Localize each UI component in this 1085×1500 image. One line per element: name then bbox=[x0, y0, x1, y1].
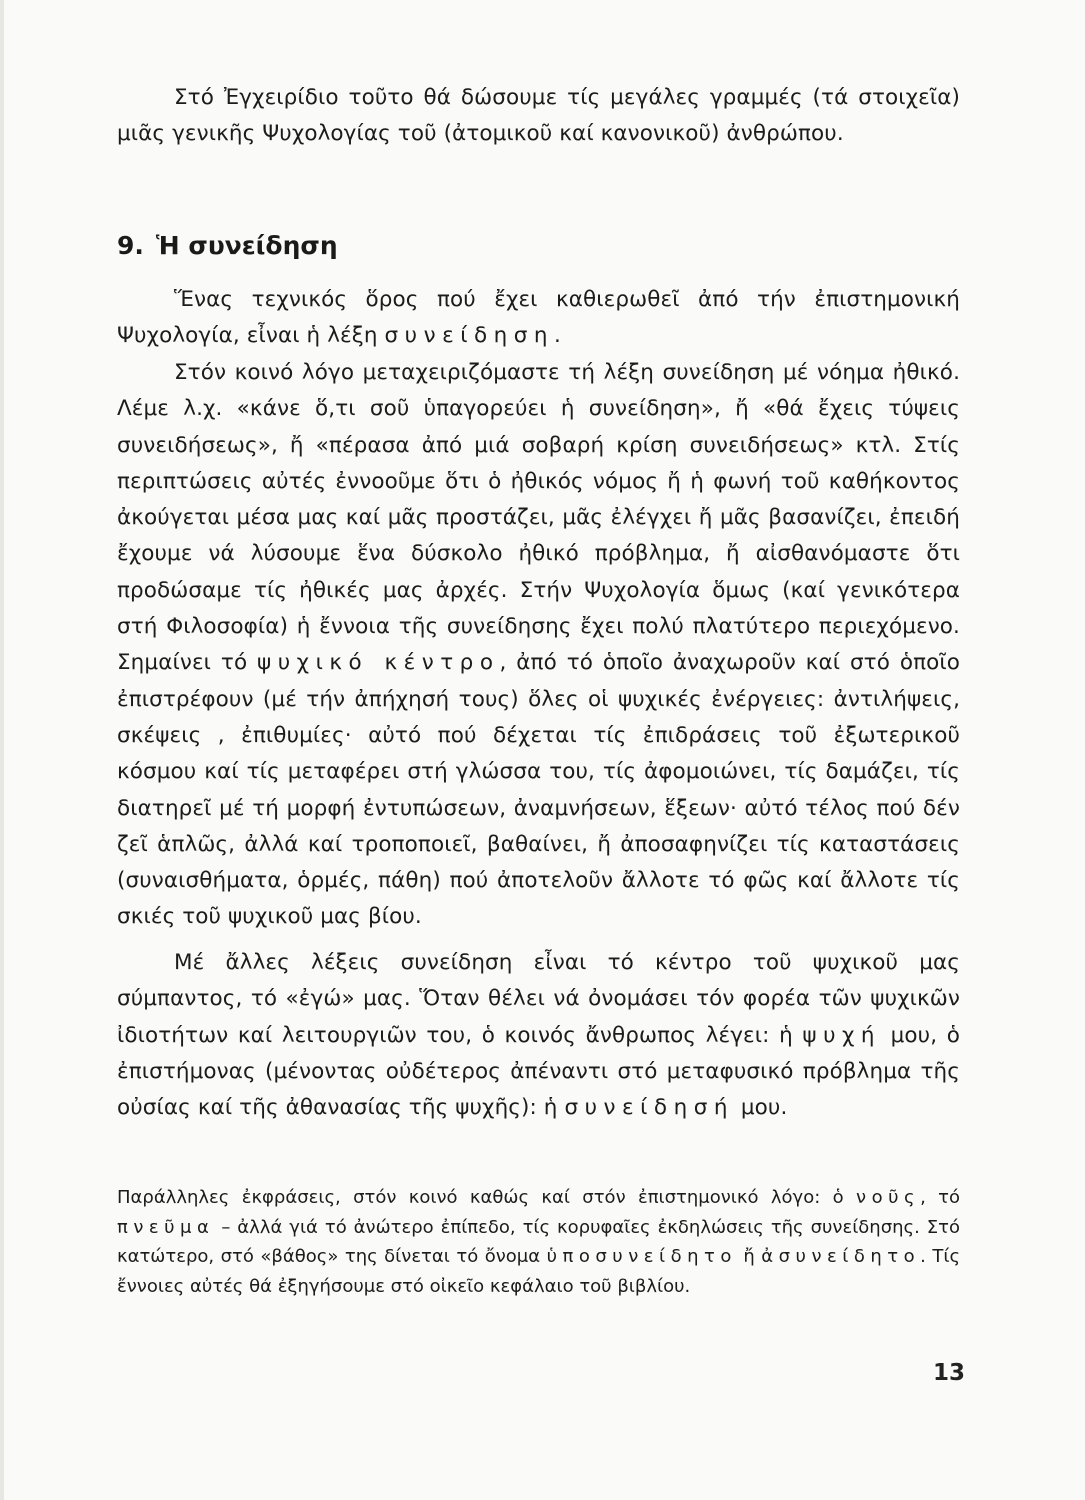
paragraph-ego-center bbox=[117, 945, 960, 1126]
note-text-middle: – ἀλλά γιά τό ἀνώτερο ἐπίπεδο, τίς κορυφαῖες ἐκδηλώσεις τῆς συνείδησης. Στό κατώτερο, στό «βάθος» της δίνεται τό ὄνομα bbox=[117, 1216, 960, 1267]
footnote-paragraph bbox=[117, 1183, 960, 1301]
spaced-term-subconscious: ὑποσυνείδητο bbox=[546, 1246, 737, 1267]
intro-paragraph bbox=[117, 80, 960, 153]
spaced-term-psyche: ψυχή bbox=[802, 1022, 882, 1048]
note-separator-1: , τό bbox=[920, 1187, 960, 1208]
paragraph2-text-after: , ἀπό τό ὁποῖο ἀναχωροῦν καί στό ὁποῖο ἐπιστρέφουν (μέ τήν ἀπήχησή τους) ὅλες οἱ ψυχικές ἐνέργειες: ἀντιλήψεις, σκέψεις , ἐπιθυμίες· αὐτό πού δέχεται τίς ἐπιδράσεις τοῦ ἐξωτερικοῦ κόσμου καί τίς μεταφέρει στή γλώσσα του, τίς ἀφομοιώνει, τίς δαμάζει, τίς διατηρεῖ μέ τή μορφή ἐντυπώσεων, ἀναμνήσεων, ἕξεων· αὐτό τέλος πού δέν ζεῖ ἁπλῶς, ἀλλά καί τροποποιεῖ, βαθαίνει, ἤ ἀποσαφηνίζει τίς καταστάσεις (συναισθήματα, ὁρμές, πάθη) πού ἀποτελοῦν ἄλλοτε τό φῶς καί ἄλλοτε τίς σκιές τοῦ ψυχικοῦ μας βίου. bbox=[117, 650, 960, 930]
section-title: Ἡ συνείδηση bbox=[155, 231, 338, 260]
paragraph2-text-before: Στόν κοινό λόγο μεταχειριζόμαστε τή λέξη συνείδηση μέ νόημα ἠθικό. Λέμε λ.χ. «κάνε ὅ,τι σοῦ ὑπαγορεύει ἡ συνείδηση», ἤ «θά ἔχεις τύψεις συνειδήσεως», ἤ «πέρασα ἀπό μιά σοβαρή κρίση συνειδήσεως» κτλ. Στίς περιπτώσεις αὐτές ἐννοοῦμε ὅτι ὁ ἠθικός νόμος ἤ ἡ φωνή τοῦ καθήκοντος ἀκούγεται μέσα μας καί μᾶς προστάζει, μᾶς ἐλέγχει ἤ μᾶς βασανίζει, ἐπειδή ἔχουμε νά λύσουμε ἕνα δύσκολο ἠθικό πρόβλημα, ἤ αἰσθανόμαστε ὅτι προδώσαμε τίς ἠθικές μας ἀρχές. Στήν Ψυχολογία ὅμως (καί γενικότερα στή Φιλοσοφία) ἡ ἔννοια τῆς συνείδησης ἔχει πολύ πλατύτερο περιεχόμενο. Σημαίνει τό bbox=[117, 360, 960, 676]
paragraph-term-definition bbox=[117, 282, 960, 355]
note-separator-2: ἤ bbox=[736, 1246, 762, 1267]
note-text-after: . Τίς ἔννοιες αὐτές θά ἐξηγήσουμε στό οἰκεῖο κεφάλαιο τοῦ βιβλίου. bbox=[117, 1246, 961, 1297]
paragraph3-text-after: μου. bbox=[733, 1095, 788, 1121]
intro-text: Στό Ἐγχειρίδιο τοῦτο θά δώσουμε τίς μεγάλες γραμμές (τά στοιχεῖα) μιᾶς γενικῆς Ψυχολογίας τοῦ (ἀτομικοῦ καί κανονικοῦ) ἀνθρώπου. bbox=[117, 85, 960, 147]
section-heading bbox=[117, 226, 338, 266]
paragraph3-text-before: Μέ ἄλλες λέξεις συνείδηση εἶναι τό κέντρο τοῦ ψυχικοῦ μας σύμπαντος, τό «ἐγώ» μας. Ὅταν θέλει νά ὀνομάσει τόν φορέα τῶν ψυχικῶν ἰδιοτήτων καί λειτουργιῶν του, ὁ κοινός ἄνθρωπος λέγει: ἡ bbox=[117, 950, 960, 1048]
paragraph1-text-before: Ἕνας τεχνικός ὅρος πού ἔχει καθιερωθεῖ ἀπό τήν ἐπιστημονική Ψυχολογία, εἶναι ἡ λέξη bbox=[117, 287, 960, 349]
page-number: 13 bbox=[932, 1360, 965, 1386]
spaced-term-psychic-center: ψυχικό κέντρο bbox=[257, 650, 500, 676]
paragraph3-text-middle: μου, ὁ ἐπιστήμονας (μένοντας οὐδέτερος ἀπέναντι στό μεταφυσικό πρόβλημα τῆς οὐσίας καί τῆς ἀθανασίας τῆς ψυχῆς): ἡ bbox=[117, 1022, 960, 1121]
section-number: 9. bbox=[117, 231, 144, 260]
spaced-term-syneidisi: συνείδηση bbox=[384, 323, 555, 349]
spaced-term-unconscious: ἀσυνείδητο bbox=[761, 1246, 921, 1267]
spaced-term-pneuma: πνεῦμα bbox=[117, 1216, 215, 1238]
spaced-term-nous: νοῦς bbox=[856, 1187, 921, 1208]
spaced-term-syneidisi-mou: συνείδησή bbox=[564, 1095, 734, 1121]
paragraph1-text-after: . bbox=[554, 323, 561, 349]
paragraph-moral-meaning bbox=[117, 355, 960, 936]
note-text-before: Παράλληλες ἐκφράσεις, στόν κοινό καθώς καί στόν ἐπιστημονικό λόγο: ὁ bbox=[117, 1187, 857, 1208]
